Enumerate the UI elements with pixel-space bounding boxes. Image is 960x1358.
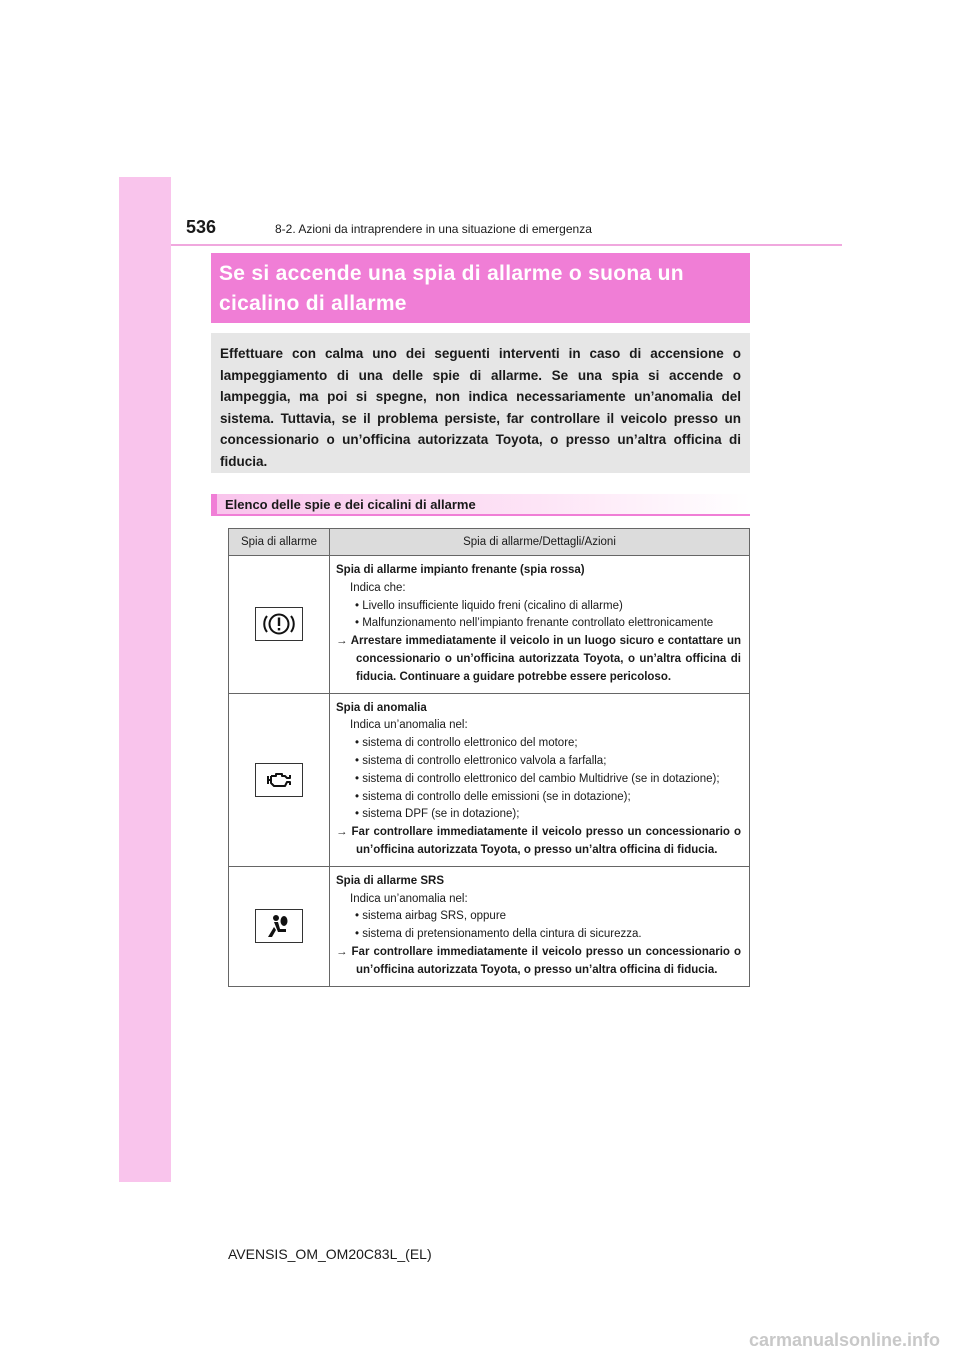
light-bullet: • sistema airbag SRS, oppure — [355, 910, 507, 923]
icon-cell — [229, 556, 330, 694]
watermark: carmanualsonline.info — [748, 1330, 940, 1350]
section-header: 8-2. Azioni da intraprendere in una situazione di emergenza — [275, 222, 592, 236]
light-bullet: • Malfunzionamento nell’impianto frenante controllato elettronicamente — [355, 617, 714, 630]
icon-cell — [229, 866, 330, 986]
details-cell — [330, 556, 750, 694]
light-intro: Indica che: — [350, 581, 406, 594]
light-title: Spia di allarme impianto frenante (spia rossa) — [336, 564, 585, 576]
icon-cell — [229, 693, 330, 866]
light-bullet: • sistema di controllo delle emissioni (se in dotazione); — [355, 790, 631, 803]
light-action: → Far controllare immediatamente il veicolo presso un concessionario o un’officina autorizzata Toyota, o presso un’altra officina di fiducia. — [336, 945, 741, 976]
light-bullet: • sistema di controllo elettronico valvola a farfalla; — [355, 754, 607, 767]
light-intro: Indica un’anomalia nel: — [350, 892, 468, 905]
light-action: → Far controllare immediatamente il veicolo presso un concessionario o un’officina autorizzata Toyota, o presso un’altra officina di fiducia. — [336, 826, 741, 856]
page-number: 536 — [186, 217, 217, 237]
title-box — [211, 253, 750, 323]
footer-code: AVENSIS_OM_OM20C83L_(EL) — [228, 1246, 432, 1262]
light-bullet: • sistema di controllo elettronico del cambio Multidrive (se in dotazione); — [355, 772, 720, 785]
column-header-light: Spia di allarme — [229, 529, 330, 556]
light-title: Spia di anomalia — [336, 701, 427, 714]
intro-text: Effettuare con calma uno dei seguenti interventi in caso di accensione o lampeggiamento di una delle spie di allarme. Se una spia si accende o lampeggia, ma poi si spegne, non indica necessariamente un’anomalia del sistema. Tuttavia, se il problema persiste, far controllare il veicolo presso un concessionario o un’officina autorizzata Toyota, o presso un’altra officina di fiducia. — [220, 346, 741, 469]
details-cell — [330, 693, 750, 866]
light-bullet: • sistema di pretensionamento della cintura di sicurezza. — [355, 928, 642, 941]
header-rule — [171, 244, 842, 246]
details-cell — [330, 866, 750, 986]
subheading: Elenco delle spie e dei cicalini di allarme — [211, 494, 750, 516]
light-bullet: • sistema di controllo elettronico del motore; — [355, 737, 578, 750]
page-title: Se si accende una spia di allarme o suona un cicalino di allarme — [219, 262, 684, 315]
intro-box — [211, 333, 750, 473]
brake-warning-icon — [255, 607, 303, 641]
light-action: → Arrestare immediatamente il veicolo in un luogo sicuro e contattare un concessionario o un’officina autorizzata Toyota, o un’altra officina di fiducia. Continuare a guidare potrebbe essere pericoloso. — [336, 635, 741, 683]
light-bullet: • sistema DPF (se in dotazione); — [355, 808, 520, 821]
warning-lights-table — [228, 528, 750, 987]
light-bullet: • Livello insufficiente liquido freni (cicalino di allarme) — [355, 599, 623, 612]
engine-malfunction-icon — [255, 763, 303, 797]
side-color-strip — [119, 177, 171, 1182]
table-header-row — [229, 529, 750, 556]
light-title: Spia di allarme SRS — [336, 874, 445, 887]
table-row — [229, 693, 750, 866]
table-row — [229, 556, 750, 694]
table-row — [229, 866, 750, 986]
column-header-details: Spia di allarme/Dettagli/Azioni — [330, 529, 750, 556]
light-intro: Indica un’anomalia nel: — [350, 719, 468, 732]
srs-airbag-icon — [255, 909, 303, 943]
